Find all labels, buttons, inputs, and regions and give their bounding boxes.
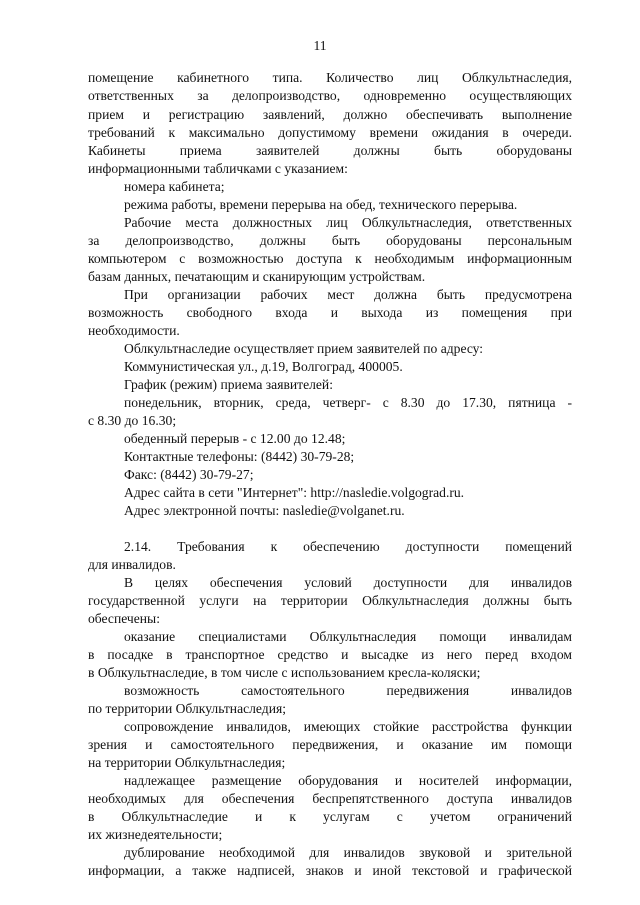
text-line: в Облкультнаследие и к услугам с учетом ограничений <box>88 809 572 824</box>
section-heading-line: для инвалидов. <box>88 557 176 572</box>
text-line: требований к максимально допустимому времени ожидания в очереди. <box>88 125 572 140</box>
page-number: 11 <box>313 38 327 53</box>
text-line: за делопроизводство, должны быть оборудованы персональным <box>88 233 572 248</box>
text-line: в посадке в транспортное средство и высадке из него перед входом <box>88 647 572 662</box>
text-line: При организации рабочих мест должна быть предусмотрена <box>124 287 572 302</box>
text-line: помещение кабинетного типа. Количество лиц Облкультнаследия, <box>88 70 572 85</box>
text-line: График (режим) приема заявителей: <box>124 377 333 392</box>
text-line: Кабинеты приема заявителей должны быть оборудованы <box>88 143 572 158</box>
text-line: зрения и самостоятельного передвижения, и оказание им помощи <box>88 737 572 752</box>
text-line: Коммунистическая ул., д.19, Волгоград, 400005. <box>124 359 403 374</box>
text-line: компьютером с возможностью доступа к необходимым информационным <box>88 251 572 266</box>
text-line: Адрес сайта в сети "Интернет": http://nasledie.volgograd.ru. <box>124 485 465 500</box>
text-line: информации, а также надписей, знаков и иной текстовой и графической <box>88 863 572 878</box>
text-line: по территории Облкультнаследия; <box>88 701 287 716</box>
text-line: базам данных, печатающим и сканирующим устройствам. <box>88 269 426 284</box>
section-heading-line: 2.14. Требования к обеспечению доступности помещений <box>124 539 572 554</box>
text-line: режима работы, времени перерыва на обед, технического перерыва. <box>124 197 518 212</box>
text-line: Облкультнаследие осуществляет прием заявителей по адресу: <box>124 341 484 356</box>
text-line: их жизнедеятельности; <box>88 827 223 842</box>
text-line: дублирование необходимой для инвалидов звуковой и зрительной <box>124 845 572 860</box>
text-line: возможность свободного входа и выхода из помещения при <box>88 305 572 320</box>
text-line: Факс: (8442) 30-79-27; <box>124 467 254 482</box>
text-line: информационными табличками с указанием: <box>88 161 348 176</box>
text-line: номера кабинета; <box>124 179 225 194</box>
text-line: обеспечены: <box>88 611 160 626</box>
text-line: понедельник, вторник, среда, четверг- с 8.30 до 17.30, пятница - <box>124 395 572 410</box>
text-line: государственной услуги на территории Облкультнаследия должны быть <box>88 593 572 608</box>
text-line: возможность самостоятельного передвижения инвалидов <box>124 683 572 698</box>
text-line: оказание специалистами Облкультнаследия помощи инвалидам <box>124 629 572 644</box>
text-line: Адрес электронной почты: nasledie@volganet.ru. <box>124 503 405 518</box>
text-line: В целях обеспечения условий доступности для инвалидов <box>124 575 572 590</box>
text-line: сопровождение инвалидов, имеющих стойкие расстройства функции <box>124 719 572 734</box>
text-line: на территории Облкультнаследия; <box>88 755 286 770</box>
text-line: в Облкультнаследие, в том числе с использованием кресла-коляски; <box>88 665 481 680</box>
text-line: надлежащее размещение оборудования и носителей информации, <box>124 773 572 788</box>
text-line: необходимости. <box>88 323 180 338</box>
text-line: Рабочие места должностных лиц Облкультнаследия, ответственных <box>124 215 572 230</box>
text-line: обеденный перерыв - с 12.00 до 12.48; <box>124 431 346 446</box>
text-line: Контактные телефоны: (8442) 30-79-28; <box>124 449 355 464</box>
text-line: необходимых для обеспечения беспрепятственного доступа инвалидов <box>88 791 572 806</box>
text-line: ответственных за делопроизводство, одновременно осуществляющих <box>88 88 572 103</box>
text-line: прием и регистрацию заявлений, должно обеспечивать выполнение <box>88 107 572 122</box>
text-line: с 8.30 до 16.30; <box>88 413 177 428</box>
